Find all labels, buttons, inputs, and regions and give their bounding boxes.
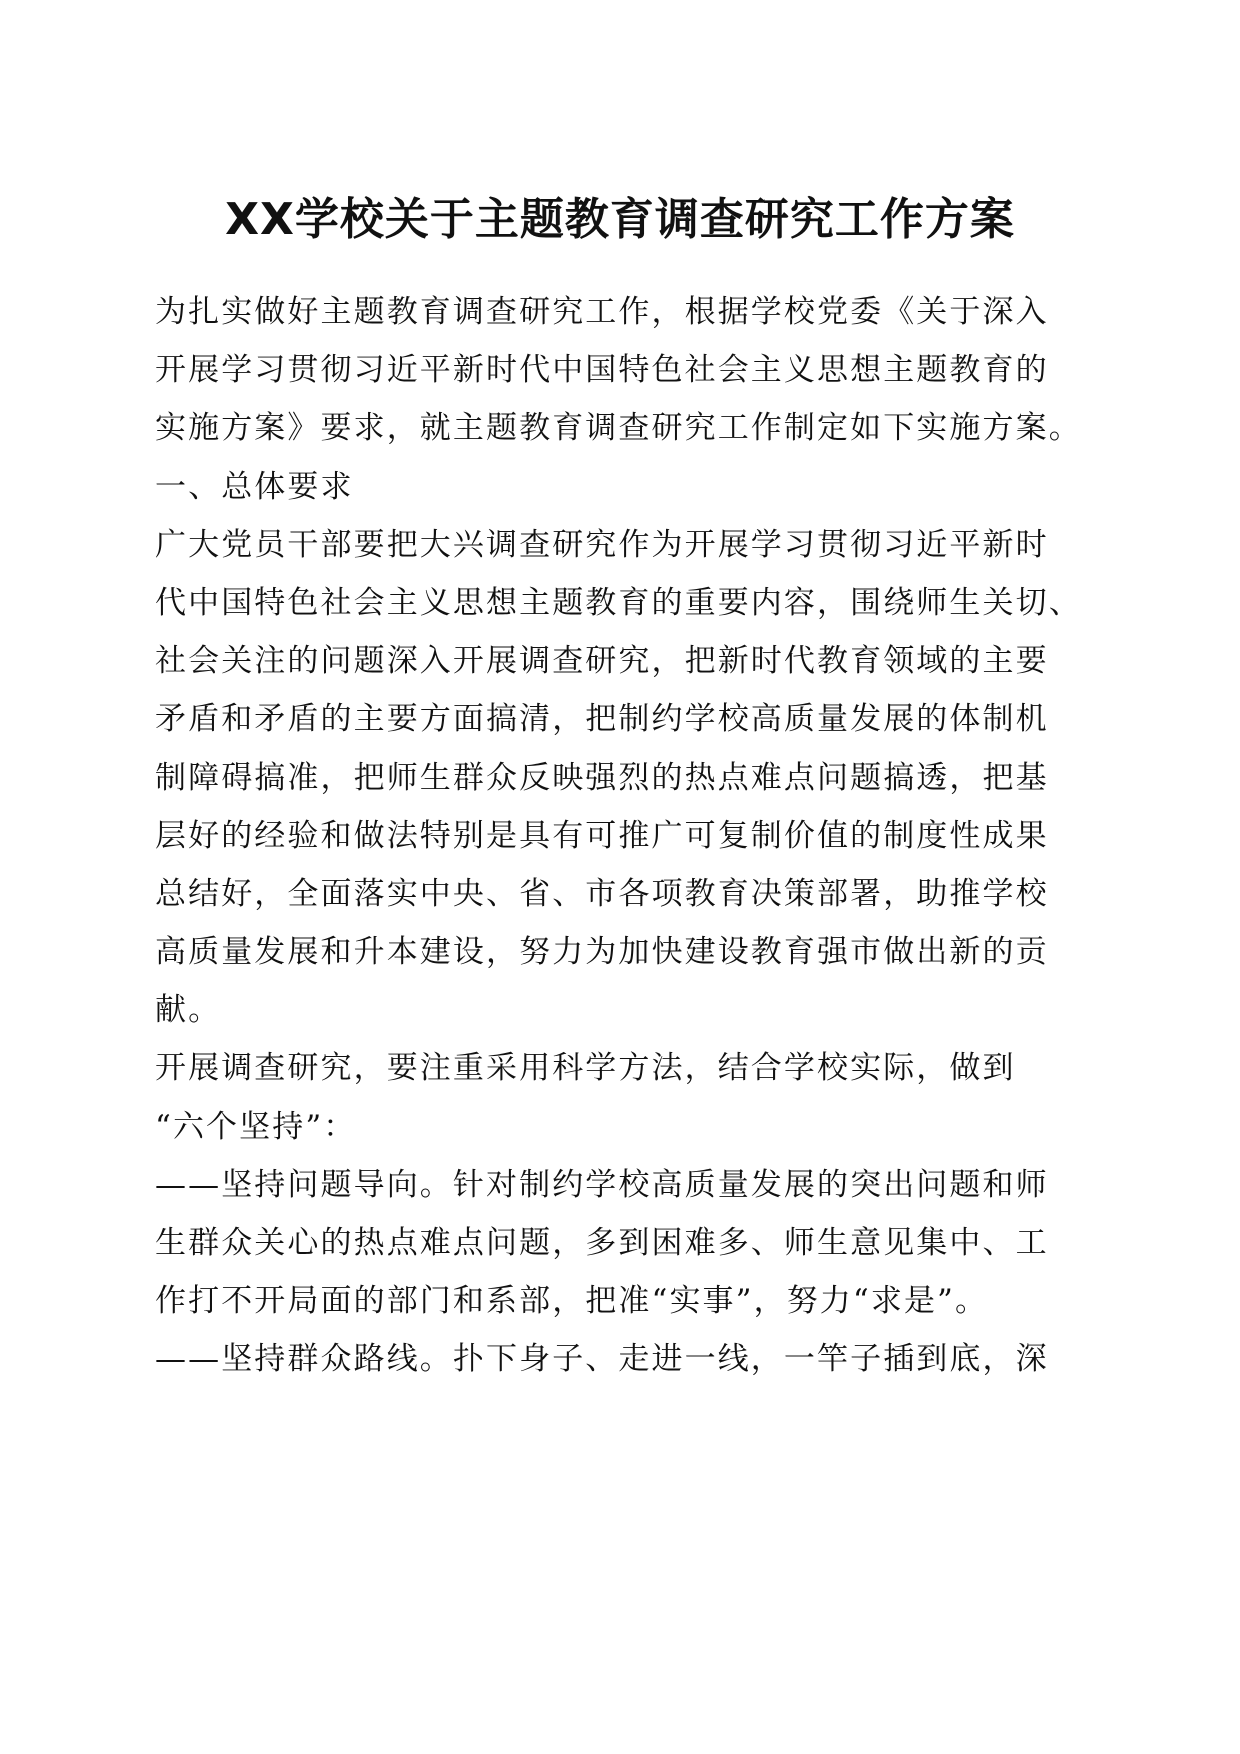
body-line: 高质量发展和升本建设，努力为加快建设教育强市做出新的贡: [155, 934, 1049, 971]
section-heading: 一、总体要求: [155, 468, 354, 505]
body-line: 生群众关心的热点难点问题，多到困难多、师生意见集中、工: [155, 1225, 1049, 1261]
body-line: 开展调查研究，要注重采用科学方法，结合学校实际，做到: [155, 1050, 1016, 1087]
body-line: 为扎实做好主题教育调查研究工作，根据学校党委《关于深入: [155, 294, 1049, 330]
body-line: 实施方案》要求，就主题教育调查研究工作制定如下实施方案。: [155, 410, 1082, 447]
body-line: 代中国特色社会主义思想主题教育的重要内容，围绕师生关切、: [155, 584, 1082, 621]
body-line: 开展学习贯彻习近平新时代中国特色社会主义思想主题教育的: [155, 352, 1049, 389]
body-line: ——坚持群众路线。扑下身子、走进一线，一竿子插到底，深: [155, 1341, 1049, 1378]
body-line: 作打不开局面的部门和系部，把准“实事”，努力“求是”。: [155, 1283, 989, 1320]
document-body: [155, 283, 1155, 1389]
document-title: XX学校关于主题教育调查研究工作方案: [225, 194, 1015, 245]
body-line: 广大党员干部要把大兴调查研究作为开展学习贯彻习近平新时: [155, 526, 1049, 563]
body-line: ——坚持问题导向。针对制约学校高质量发展的突出问题和师: [155, 1166, 1049, 1203]
body-line: 献。: [155, 992, 222, 1029]
body-line: 总结好，全面落实中央、省、市各项教育决策部署，助推学校: [155, 875, 1049, 912]
body-line: 制障碍搞准，把师生群众反映强烈的热点难点问题搞透，把基: [155, 759, 1049, 796]
body-line: “六个坚持”：: [155, 1108, 357, 1145]
body-line: 矛盾和矛盾的主要方面搞清，把制约学校高质量发展的体制机: [155, 701, 1049, 738]
body-line: 社会关注的问题深入开展调查研究，把新时代教育领域的主要: [155, 643, 1049, 680]
body-line: 层好的经验和做法特别是具有可推广可复制价值的制度性成果: [155, 817, 1049, 854]
